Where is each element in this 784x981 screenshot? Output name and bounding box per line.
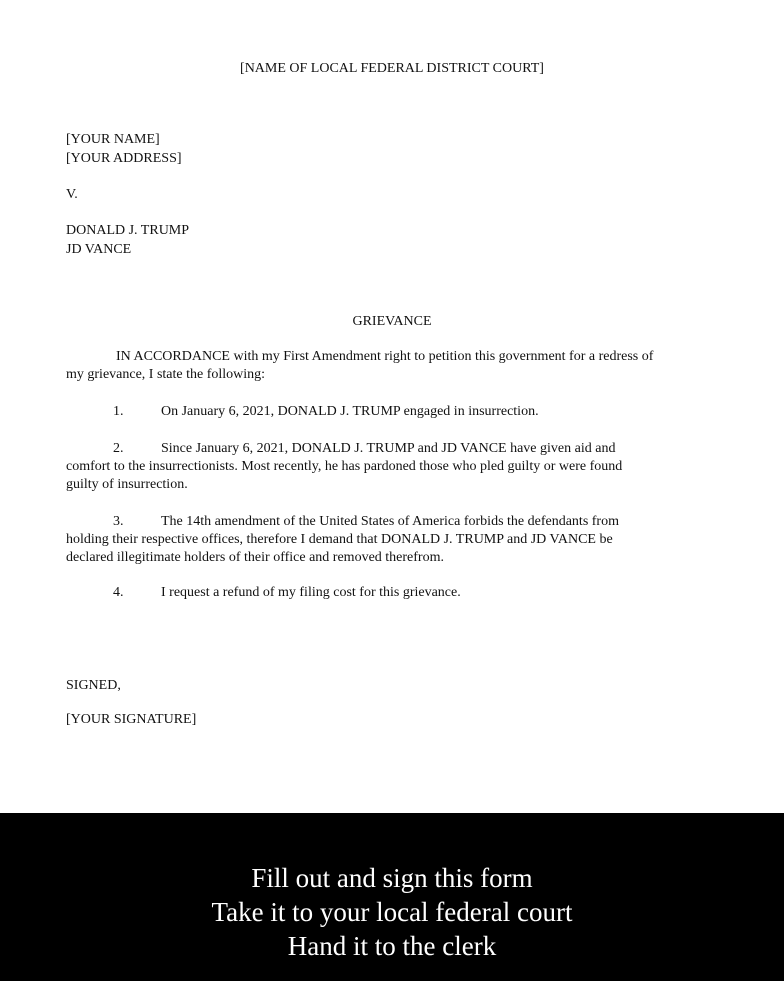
defendant-2: JD VANCE [66,242,132,257]
item-number: 1. [113,404,124,419]
item-line: I request a refund of my filing cost for this grievance. [161,585,461,600]
caption-line: Fill out and sign this form [251,863,533,893]
signed-label: SIGNED, [66,678,121,693]
item-line: Since January 6, 2021, DONALD J. TRUMP and JD VANCE have given aid and [161,441,616,456]
intro-line: my grievance, I state the following: [66,367,266,382]
versus-label: V. [66,187,78,202]
item-number: 2. [113,441,124,456]
item-line: On January 6, 2021, DONALD J. TRUMP engaged in insurrection. [161,404,539,419]
signature-placeholder: [YOUR SIGNATURE] [66,712,197,727]
intro-line: IN ACCORDANCE with my First Amendment right to petition this government for a redress of [116,349,654,364]
item-line: comfort to the insurrectionists. Most recently, he has pardoned those who pled guilty or were found [66,459,623,474]
plaintiff-address: [YOUR ADDRESS] [66,151,182,166]
item-line: declared illegitimate holders of their office and removed therefrom. [66,550,444,565]
item-line: holding their respective offices, therefore I demand that DONALD J. TRUMP and JD VANCE be [66,532,613,547]
court-name: [NAME OF LOCAL FEDERAL DISTRICT COURT] [240,61,544,76]
item-number: 4. [113,585,124,600]
document-heading: GRIEVANCE [352,314,432,329]
item-line: The 14th amendment of the United States of America forbids the defendants from [161,514,619,529]
item-number: 3. [113,514,124,529]
caption-line: Hand it to the clerk [287,931,497,961]
defendant-1: DONALD J. TRUMP [66,223,190,238]
caption-line: Take it to your local federal court [211,897,573,927]
instruction-caption [0,813,784,981]
item-line: guilty of insurrection. [66,477,188,492]
plaintiff-name: [YOUR NAME] [66,132,160,147]
